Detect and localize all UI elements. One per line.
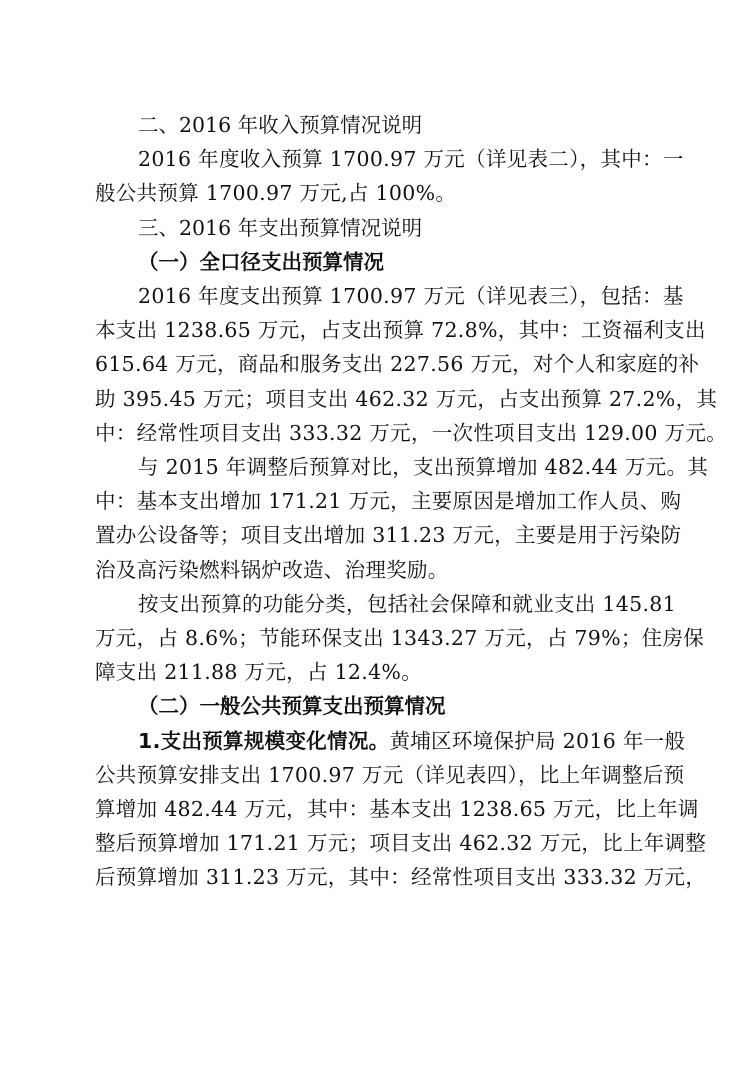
paragraph-line: 助 395.45 万元；项目支出 462.32 万元，占支出预算 27.2%，其 xyxy=(95,386,718,411)
subsection-heading-overall: （一）全口径支出预算情况 xyxy=(138,249,384,274)
paragraph-line xyxy=(95,724,686,758)
paragraph-line: 公共预算安排支出 1700.97 万元（详见表四），比上年调整后预 xyxy=(95,762,685,787)
paragraph-line: 按支出预算的功能分类，包括社会保障和就业支出 145.81 xyxy=(138,591,676,616)
paragraph-line: 整后预算增加 171.21 万元；项目支出 462.32 万元，比上年调整 xyxy=(95,831,707,856)
paragraph-line: 算增加 482.44 万元，其中：基本支出 1238.65 万元，比上年调 xyxy=(95,797,699,822)
paragraph-line: 后预算增加 311.23 万元，其中：经常性项目支出 333.32 万元， xyxy=(95,865,707,890)
paragraph-line: 万元，占 8.6%；节能环保支出 1343.27 万元，占 79%；住房保 xyxy=(95,626,705,651)
paragraph-text: 黄埔区环境保护局 2016 年一般 xyxy=(389,728,686,753)
paragraph-line: 615.64 万元，商品和服务支出 227.56 万元，对个人和家庭的补 xyxy=(95,352,700,377)
paragraph-line: 般公共预算 1700.97 万元,占 100%。 xyxy=(95,181,457,206)
subsection-heading-general-budget: （二）一般公共预算支出预算情况 xyxy=(138,694,446,719)
paragraph-line: 2016 年度支出预算 1700.97 万元（详见表三），包括：基 xyxy=(138,284,684,309)
paragraph-lead: 1.支出预算规模变化情况。 xyxy=(138,728,390,753)
paragraph-line: 中：基本支出增加 171.21 万元，主要原因是增加工作人员、购 xyxy=(95,489,682,514)
paragraph-line: 置办公设备等；项目支出增加 311.23 万元，主要是用于污染防 xyxy=(95,523,682,548)
section-heading-expenditure: 三、2016 年支出预算情况说明 xyxy=(138,215,423,240)
paragraph-line: 中：经常性项目支出 333.32 万元，一次性项目支出 129.00 万元。 xyxy=(95,420,727,445)
section-heading-income: 二、2016 年收入预算情况说明 xyxy=(138,113,423,137)
paragraph-line: 与 2015 年调整后预算对比，支出预算增加 482.44 万元。其 xyxy=(138,455,709,480)
paragraph-line: 障支出 211.88 万元，占 12.4%。 xyxy=(95,660,423,685)
document-body xyxy=(95,108,727,895)
paragraph-line: 本支出 1238.65 万元，占支出预算 72.8%，其中：工资福利支出 xyxy=(95,318,706,343)
paragraph-line: 治及高污染燃料锅炉改造、治理奖励。 xyxy=(95,557,449,582)
paragraph-line: 2016 年度收入预算 1700.97 万元（详见表二），其中：一 xyxy=(138,147,684,172)
